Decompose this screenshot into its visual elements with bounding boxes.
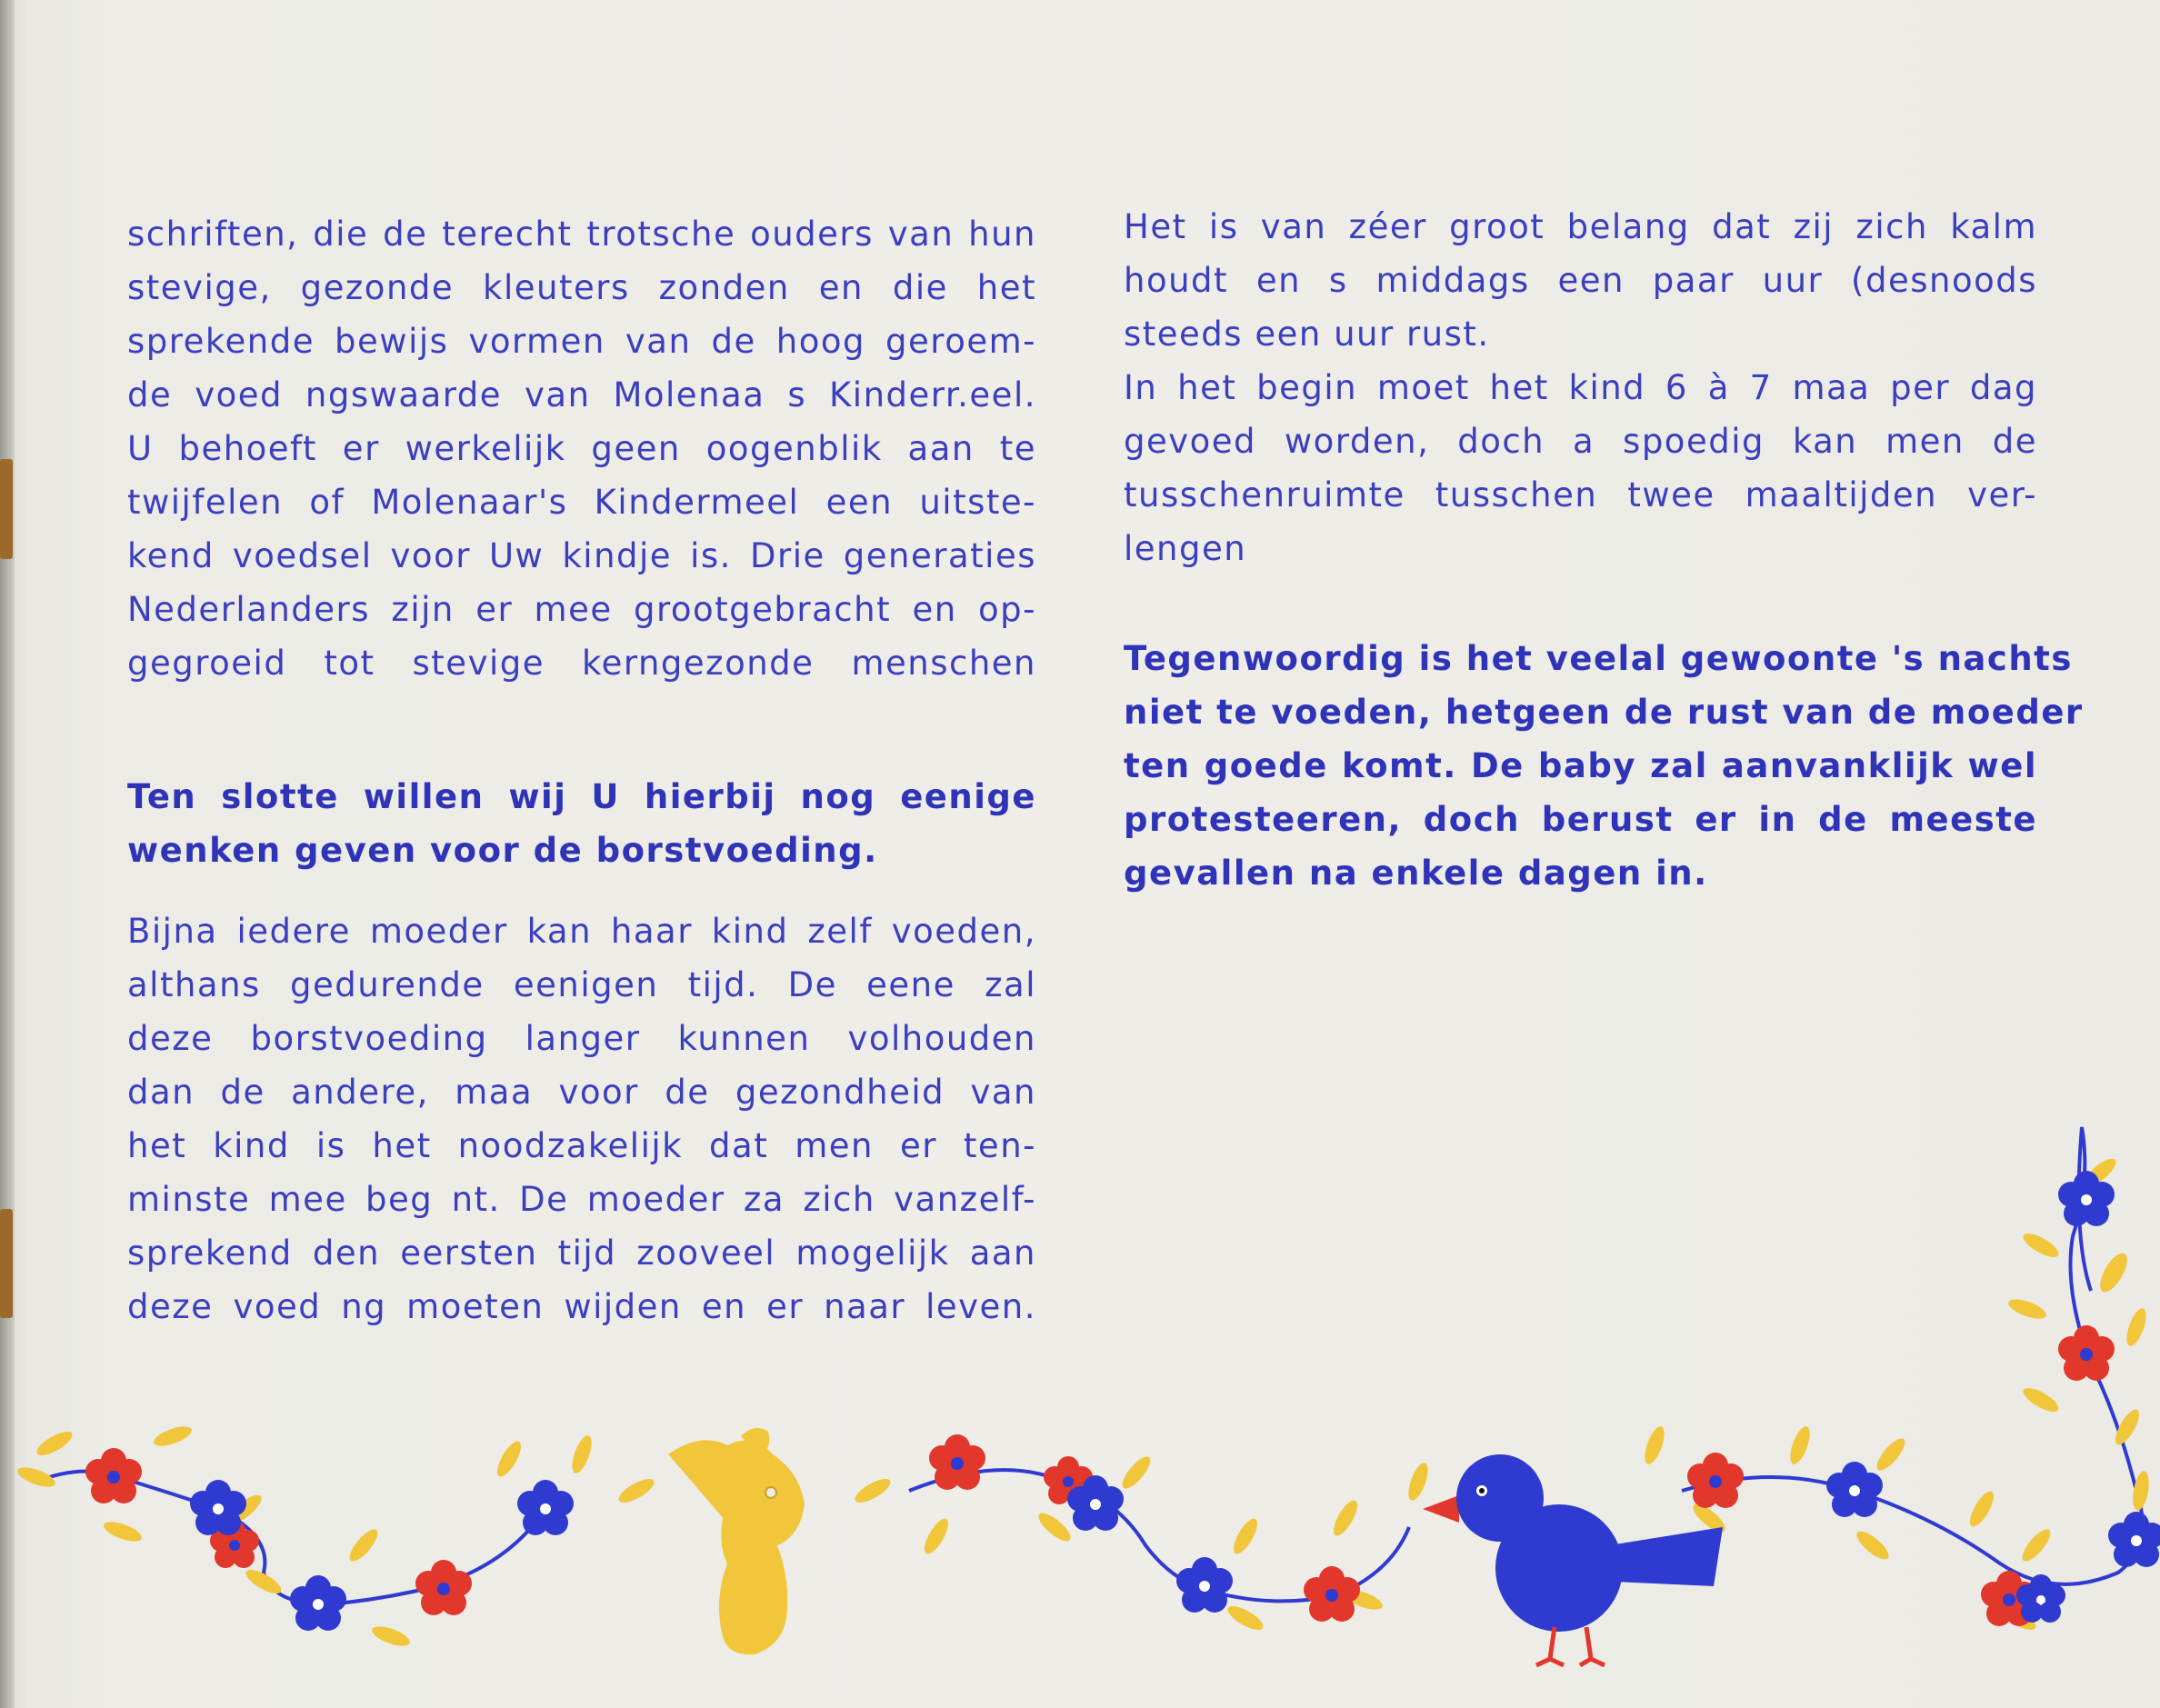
text-line: tusschenruimte tusschen twee maaltijden ver-	[1124, 475, 2037, 514]
text-line: In het begin moet het kind 6 à 7 maa per dag	[1124, 368, 2037, 407]
right-paragraph-1	[1124, 200, 2037, 575]
right-bold-paragraph	[1124, 632, 2084, 900]
red-flowers	[85, 1325, 2115, 1626]
text-line: de voed ngswaarde van Molenaa s Kinderr.eel.	[127, 375, 1036, 415]
staple-bottom	[0, 1209, 13, 1318]
rabbit-figure	[668, 1428, 805, 1654]
text-line: houdt en s middags een paar uur (desnoods	[1124, 261, 2037, 300]
text-line: U behoeft er werkelijk geen oogenblik aan te	[127, 429, 1036, 468]
bold-line: Tegenwoordig is het veelal gewoonte 's nachts	[1124, 639, 2073, 678]
text-line: schriften, die de terecht trotsche ouders van hun	[127, 215, 1036, 254]
left-heading	[127, 770, 1036, 877]
text-line: minste mee beg nt. De moeder za zich vanzelf-	[127, 1180, 1036, 1219]
bold-line: ten goede komt. De baby zal aanvanklijk wel	[1124, 746, 2037, 785]
text-line: deze voed ng moeten wijden en er naar leven.	[127, 1287, 1036, 1326]
text-line: gegroeid tot stevige kerngezonde menschen	[127, 644, 1036, 683]
text-line: Bijna iedere moeder kan haar kind zelf voeden,	[127, 912, 1036, 951]
text-line: gevoed worden, doch a spoedig kan men de	[1124, 422, 2037, 461]
heading-line: Ten slotte willen wij U hierbij nog eenige	[127, 777, 1036, 816]
stem-right	[1682, 1127, 2143, 1584]
binding-edge	[0, 0, 15, 1708]
text-line: dan de andere, maa voor de gezondheid van	[127, 1073, 1036, 1112]
left-paragraph-2	[127, 904, 1036, 1333]
text-line: kend voedsel voor Uw kindje is. Drie generaties	[127, 536, 1036, 575]
stem-left	[36, 1472, 545, 1604]
bold-line: niet te voeden, hetgeen de rust van de moeder	[1124, 693, 2084, 732]
text-line: Nederlanders zijn er mee grootgebracht en op-	[127, 590, 1036, 629]
text-line: sprekend den eersten tijd zooveel mogelijk aan	[127, 1234, 1036, 1273]
text-line: Het is van zéer groot belang dat zij zich kalm	[1124, 207, 2037, 246]
text-line: twijfelen of Molenaar's Kindermeel een uitste-	[127, 483, 1036, 522]
text-line: deze borstvoeding langer kunnen volhouden	[127, 1019, 1036, 1058]
bold-line: gevallen na enkele dagen in.	[1124, 854, 1708, 893]
text-line: sprekende bewijs vormen van de hoog geroem-	[127, 322, 1036, 361]
staple-top	[0, 459, 13, 559]
text-line: stevige, gezonde kleuters zonden en die het	[127, 268, 1036, 307]
bird-figure	[1423, 1454, 1723, 1665]
text-line: althans gedurende eenigen tijd. De eene zal	[127, 965, 1036, 1004]
right-column	[1124, 200, 2084, 900]
stem-middle	[909, 1470, 1409, 1601]
heading-line: wenken geven voor de borstvoeding.	[127, 831, 878, 870]
left-paragraph-1	[127, 207, 1036, 690]
bold-line: protesteeren, doch berust er in de meeste	[1124, 800, 2037, 839]
bird-beak	[1423, 1495, 1459, 1523]
text-line: steeds een uur rust.	[1124, 315, 1490, 354]
text-line: het kind is het noodzakelijk dat men er ten-	[127, 1126, 1036, 1165]
text-line: lengen	[1124, 529, 1247, 568]
left-column	[127, 207, 1036, 1333]
bird-legs	[1536, 1627, 1605, 1665]
